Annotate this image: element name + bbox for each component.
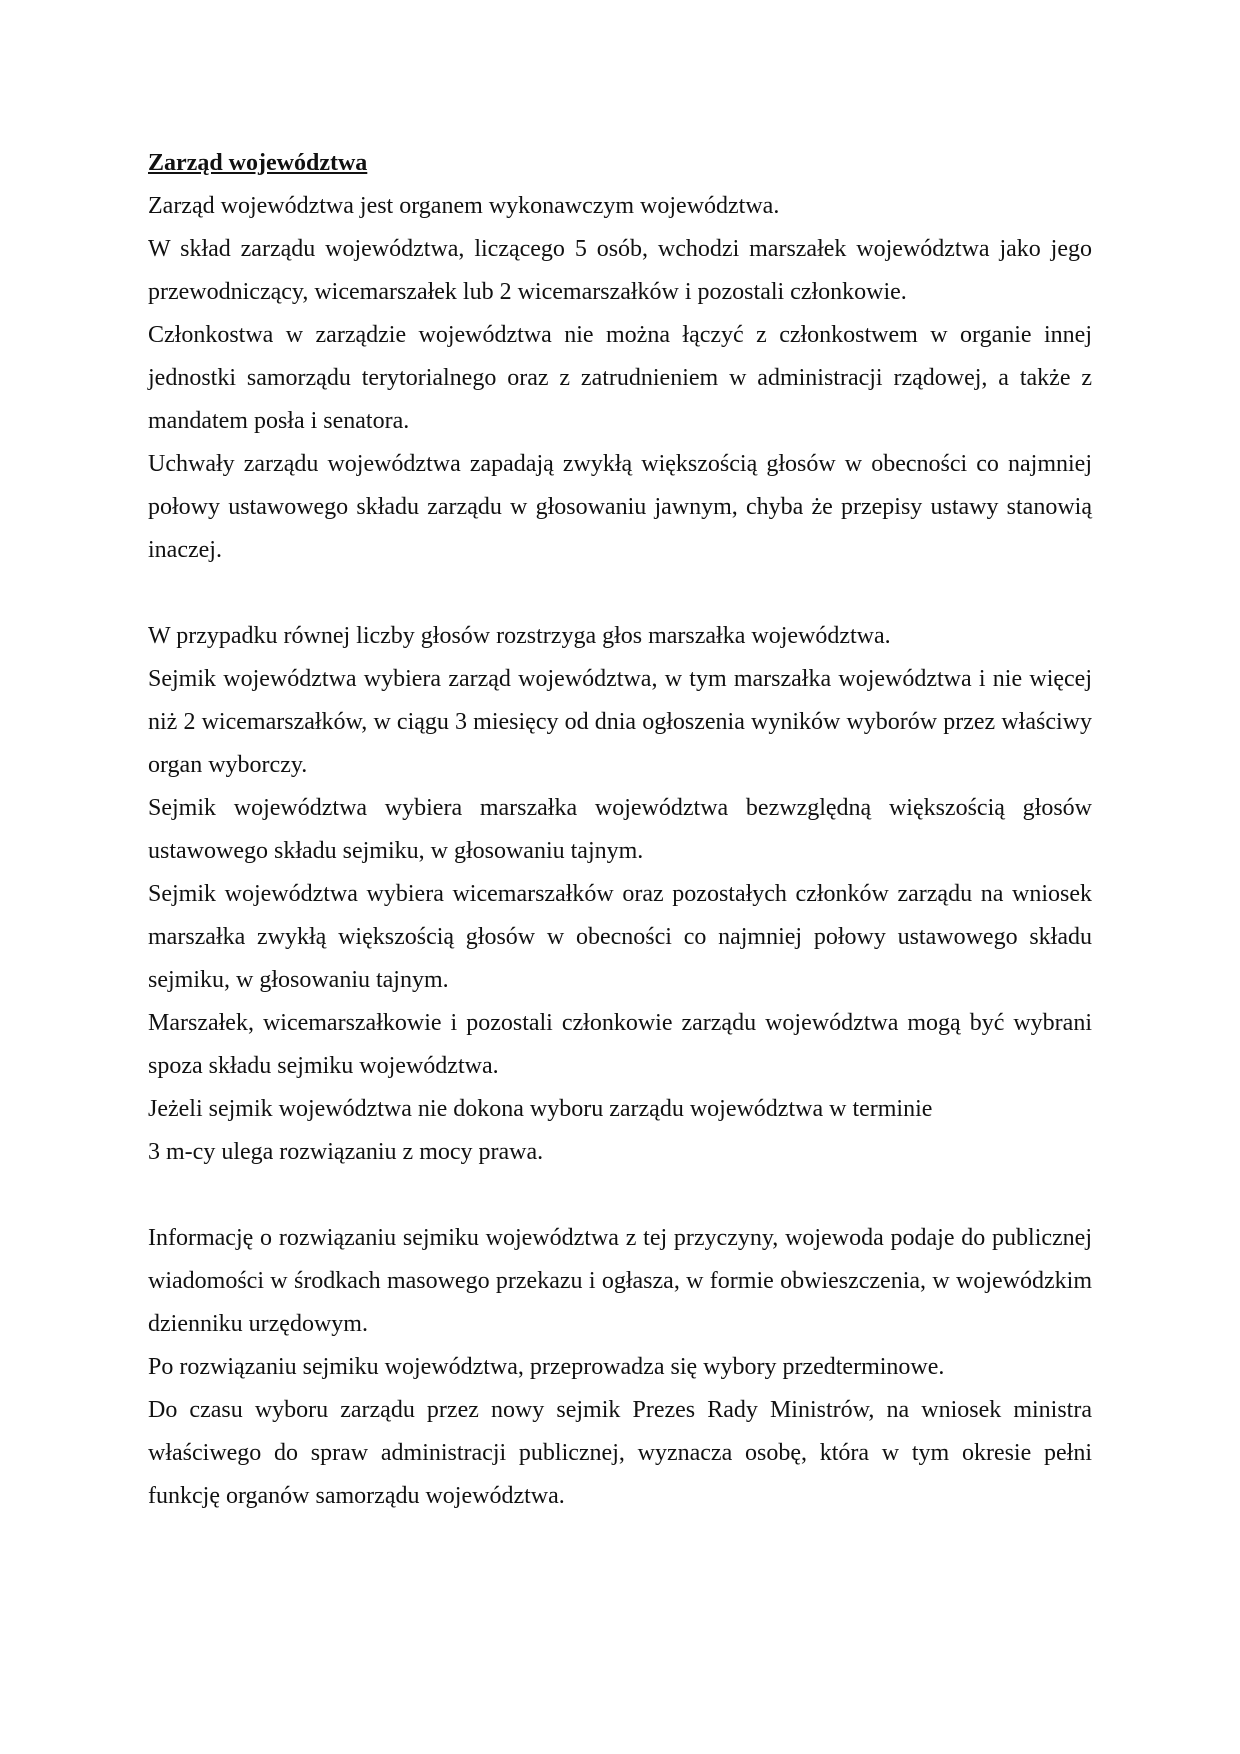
paragraph: Sejmik województwa wybiera zarząd województwa, w tym marszałka województwa i nie więcej niż 2 wicemarszałków, w ciągu 3 miesięcy od dnia ogłoszenia wyników wyborów przez właściwy organ wyborczy. [148, 666, 1092, 778]
paragraph: Uchwały zarządu województwa zapadają zwykłą większością głosów w obecności co najmniej połowy ustawowego składu zarządu w głosowaniu jawnym, chyba że przepisy ustawy stanowią inaczej. [148, 451, 1092, 563]
paragraph: Informację o rozwiązaniu sejmiku województwa z tej przyczyny, wojewoda podaje do publicznej wiadomości w środkach masowego przekazu i ogłasza, w formie obwieszczenia, w wojewódzkim dzienniku urzędowym. [148, 1225, 1092, 1337]
paragraph: Sejmik województwa wybiera marszałka województwa bezwzględną większością głosów ustawowego składu sejmiku, w głosowaniu tajnym. [148, 795, 1092, 864]
document-page [148, 142, 1092, 1518]
paragraph: Po rozwiązaniu sejmiku województwa, przeprowadza się wybory przedterminowe. [148, 1354, 945, 1380]
paragraph: Sejmik województwa wybiera wicemarszałków oraz pozostałych członków zarządu na wniosek marszałka zwykłą większością głosów w obecności co najmniej połowy ustawowego składu sejmiku, w głosowaniu tajnym. [148, 881, 1092, 993]
paragraph: Do czasu wyboru zarządu przez nowy sejmik Prezes Rady Ministrów, na wniosek ministra właściwego do spraw administracji publicznej, wyznacza osobę, która w tym okresie pełni funkcję organów samorządu województwa. [148, 1397, 1092, 1509]
paragraph: Marszałek, wicemarszałkowie i pozostali członkowie zarządu województwa mogą być wybrani spoza składu sejmiku województwa. [148, 1010, 1092, 1079]
paragraph: Zarząd województwa jest organem wykonawczym województwa. [148, 193, 780, 219]
paragraph: W skład zarządu województwa, liczącego 5 osób, wchodzi marszałek województwa jako jego przewodniczący, wicemarszałek lub 2 wicemarszałków i pozostali członkowie. [148, 236, 1092, 305]
paragraph: 3 m-cy ulega rozwiązaniu z mocy prawa. [148, 1139, 544, 1165]
paragraph: W przypadku równej liczby głosów rozstrzyga głos marszałka województwa. [148, 623, 891, 649]
document-title: Zarząd województwa [148, 150, 368, 176]
paragraph: Jeżeli sejmik województwa nie dokona wyboru zarządu województwa w terminie [148, 1096, 933, 1122]
paragraph: Członkostwa w zarządzie województwa nie można łączyć z członkostwem w organie innej jednostki samorządu terytorialnego oraz z zatrudnieniem w administracji rządowej, a także z mandatem posła i senatora. [148, 322, 1092, 434]
